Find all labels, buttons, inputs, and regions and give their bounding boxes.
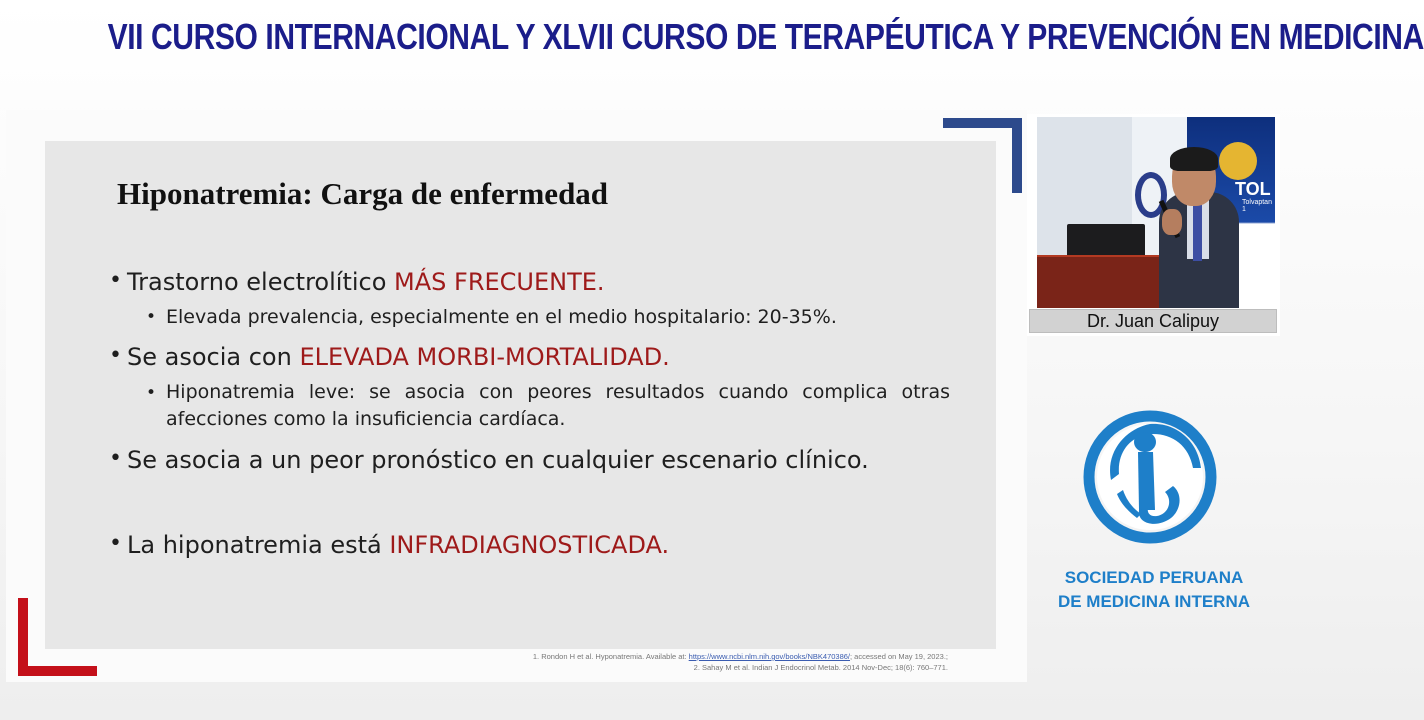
society-logo-icon <box>1083 410 1217 544</box>
bullet-item <box>109 268 605 296</box>
slide-heading: Hiponatremia: Carga de enfermedad <box>117 176 609 211</box>
speaker-hair <box>1170 147 1218 171</box>
references <box>470 651 948 673</box>
reference-1 <box>470 651 948 662</box>
sub-bullet-text: Hiponatremia leve: se asocia con peores resultados cuando complica otras afecciones como la insuficiencia cardíaca. <box>166 381 950 430</box>
bullet-dot-icon: • <box>146 383 157 403</box>
sub-bullet-text: Elevada prevalencia, especialmente en el medio hospitalario: 20-35%. <box>166 306 837 328</box>
bullet-text: Se asocia con <box>127 343 300 371</box>
bullet-highlight: ELEVADA MORBI-MORTALIDAD. <box>299 343 670 371</box>
bullet-highlight: MÁS FRECUENTE. <box>394 268 605 296</box>
bullet-dot-icon: • <box>109 531 122 556</box>
bullet-item <box>109 446 869 474</box>
society-name-line-1: SOCIEDAD PERUANA <box>1064 568 1244 587</box>
sub-bullet-item <box>146 379 950 433</box>
speaker-name-label: Dr. Juan Calipuy <box>1029 309 1277 333</box>
speaker-video <box>1037 117 1275 308</box>
bullet-highlight: INFRADIAGNOSTICADA. <box>389 531 670 559</box>
poster-text: TOL <box>1235 179 1271 199</box>
podium <box>1037 257 1177 308</box>
reference-1-text: 1. Rondon H et al. Hyponatremia. Available at: <box>532 652 689 661</box>
reference-1-suffix: ; accessed on May 19, 2023.; <box>850 652 948 661</box>
bullet-text: Trastorno electrolítico <box>127 268 395 296</box>
event-title: VII CURSO INTERNACIONAL Y XLVII CURSO DE TERAPÉUTICA Y PREVENCIÓN EN MEDICINA <box>107 16 1424 57</box>
bullet-dot-icon: • <box>109 268 122 293</box>
society-name-line-2: DE MEDICINA INTERNA <box>1057 592 1251 611</box>
society-name <box>1038 566 1270 614</box>
bullet-text: Se asocia a un peor pronóstico en cualquier escenario clínico. <box>127 446 869 474</box>
bullet-dot-icon: • <box>109 343 122 368</box>
reference-1-link[interactable]: https://www.ncbi.nlm.nih.gov/books/NBK470386/ <box>688 652 851 661</box>
bullet-dot-icon: • <box>146 307 157 327</box>
poster-badge-icon <box>1219 142 1257 180</box>
reference-2: 2. Sahay M et al. Indian J Endocrinol Metab. 2014 Nov-Dec; 18(6): 760–771. <box>693 663 948 672</box>
bullet-text: La hiponatremia está <box>127 531 390 559</box>
bullet-item <box>109 531 670 559</box>
speaker-tie <box>1193 203 1202 261</box>
poster-subtext: Tolvaptan 1 <box>1242 199 1272 213</box>
sub-bullet-item <box>146 306 837 328</box>
bullet-item <box>109 343 670 371</box>
speaker-hand <box>1162 209 1182 235</box>
bullet-dot-icon: • <box>109 446 122 471</box>
